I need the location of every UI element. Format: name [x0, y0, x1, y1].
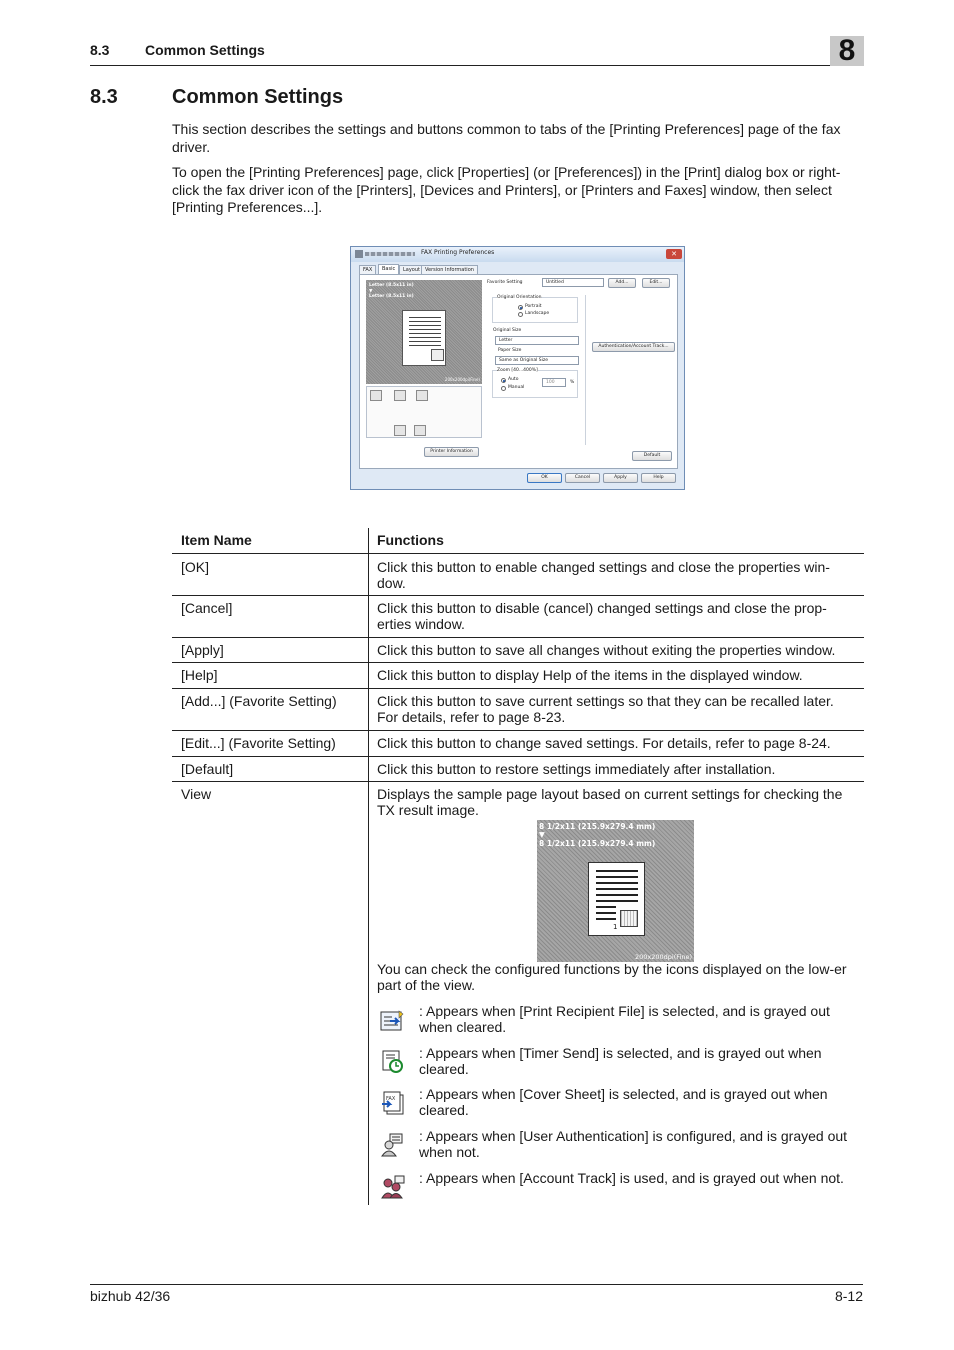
- zoom-percent: %: [570, 380, 575, 385]
- preview-stamp: [431, 349, 444, 361]
- view-sample-image: 8 1/2x11 (215.9x279.4 mm) ▼ 8 1/2x11 (215.9x279.4 mm) 1 200x200dpi(Fine): [539, 822, 692, 961]
- portrait-label: Portrait: [525, 304, 542, 309]
- zoom-auto-label: Auto: [508, 377, 519, 382]
- chapter-badge: [830, 36, 864, 66]
- header-functions: Functions: [377, 532, 444, 548]
- zoom-value-input[interactable]: 100: [542, 378, 566, 387]
- view-original-size: Letter (8.5x11 in): [369, 283, 414, 288]
- favorite-setting-label: Favorite Setting: [487, 280, 523, 285]
- intro-paragraph: This section describes the settings and buttons common to tabs of the [Printing Preferences] page of the fax driver.: [172, 121, 841, 155]
- view-sample-page-number: 1: [613, 923, 618, 931]
- column-separator: [585, 295, 586, 445]
- dialog-body: [359, 274, 678, 469]
- view-note: You can check the configured functions by the icons displayed on the low-er part of the view.: [377, 961, 847, 993]
- close-icon[interactable]: ✕: [666, 249, 682, 259]
- cancel-button[interactable]: Cancel: [565, 473, 600, 483]
- edit-button[interactable]: Edit...: [642, 278, 670, 288]
- table-row: [Cancel] Click this button to disable (cancel) changed settings and close the prop-erties window.: [172, 595, 864, 637]
- redacted-printer-name: [365, 252, 415, 256]
- account-track-icon: [414, 425, 426, 436]
- landscape-label: Landscape: [525, 311, 550, 316]
- table-row: [OK] Click this button to enable changed settings and close the properties win-dow.: [172, 553, 864, 595]
- original-size-select[interactable]: Letter: [495, 336, 579, 345]
- ok-button[interactable]: OK: [527, 473, 562, 483]
- footer-page-number: 8-12: [834, 1288, 863, 1304]
- icon-desc-user-authentication: : Appears when [User Authentication] is configured, and is grayed out when not.: [419, 1128, 848, 1160]
- printer-icon: [355, 250, 363, 258]
- zoom-auto-radio[interactable]: [501, 378, 506, 383]
- svg-text:FAX: FAX: [386, 1096, 396, 1102]
- icon-desc-timer-send: : Appears when [Timer Send] is selected, and is grayed out when cleared.: [419, 1045, 822, 1077]
- table-row: [Edit...] (Favorite Setting) Click this button to change saved settings. For details, refer to page 8-24.: [172, 730, 864, 756]
- tab-fax[interactable]: FAX: [359, 265, 376, 274]
- print-recipient-file-icon: [370, 390, 382, 401]
- zoom-manual-radio[interactable]: [501, 386, 506, 391]
- view-resolution: 200x200dpi(Fine): [444, 377, 480, 382]
- view-sample-resolution: 200x200dpi(Fine): [635, 953, 692, 961]
- view-sample-stamp: [620, 910, 638, 927]
- chapter-number: 8: [838, 34, 856, 67]
- header-item-name: Item Name: [181, 532, 252, 548]
- timer-send-icon: [394, 390, 406, 401]
- icon-desc-account-track: : Appears when [Account Track] is used, and is grayed out when not.: [419, 1170, 844, 1186]
- original-orientation-label: Original Orientation: [497, 295, 542, 300]
- table-row: View Displays the sample page layout based on current settings for checking the TX result image.: [172, 781, 864, 1205]
- running-header: [90, 42, 863, 66]
- icon-desc-print-recipient-file: : Appears when [Print Recipient File] is selected, and is grayed out when cleared.: [419, 1003, 830, 1035]
- tab-version-information[interactable]: Version Information: [421, 265, 478, 274]
- table-row: [Default] Click this button to restore settings immediately after installation.: [172, 756, 864, 782]
- table-row: [Help] Click this button to display Help of the items in the displayed window.: [172, 662, 864, 688]
- original-orientation-group: [492, 297, 578, 323]
- dialog-titlebar: [351, 247, 684, 262]
- tab-basic[interactable]: Basic: [378, 264, 399, 274]
- view-preview: Letter (8.5x11 in) ▼ Letter (8.5x11 in) 200x200dpi(Fine): [366, 280, 482, 384]
- help-button[interactable]: Help: [641, 473, 676, 483]
- paper-size-select[interactable]: Same as Original Size: [495, 356, 579, 365]
- landscape-radio[interactable]: [518, 312, 523, 317]
- view-sample-page: [588, 862, 645, 936]
- printer-information-button[interactable]: Printer Information: [424, 447, 479, 457]
- section-title: Common Settings: [172, 86, 344, 108]
- cover-sheet-icon: [380, 1091, 406, 1115]
- default-button[interactable]: Default: [632, 451, 672, 461]
- authentication-account-track-button[interactable]: Authentication/Account Track...: [592, 342, 675, 352]
- user-authentication-icon: [394, 425, 406, 436]
- paper-size-label: Paper Size: [498, 348, 522, 353]
- favorite-setting-select[interactable]: Untitled: [542, 278, 604, 287]
- header-section-title: Common Settings: [145, 42, 265, 58]
- table-row: [Add...] (Favorite Setting) Click this button to save current settings so that they can be recalled later. For details, refer to page 8-23.: [172, 688, 864, 730]
- printing-preferences-screenshot: [350, 246, 685, 490]
- section-number: 8.3: [90, 86, 118, 108]
- zoom-manual-label: Manual: [508, 385, 525, 390]
- tab-layout[interactable]: Layout: [399, 265, 424, 274]
- instruction-paragraph: To open the [Printing Preferences] page, click [Properties] (or [Preferences]) in the [Print] dialog box or right-click the fax driver icon of the [Printers], [Devices and Printers], or [Printers and Faxes] window, then select [Printing Preferences...].: [172, 164, 841, 216]
- portrait-radio[interactable]: [518, 305, 523, 310]
- header-section-number: 8.3: [90, 42, 110, 58]
- account-track-icon: [380, 1175, 406, 1199]
- add-button[interactable]: Add...: [608, 278, 636, 288]
- view-paper-size: Letter (8.5x11 in): [369, 294, 414, 299]
- original-size-label: Original Size: [493, 328, 522, 333]
- view-sample-original-size: 8 1/2x11 (215.9x279.4 mm): [539, 822, 656, 831]
- print-recipient-file-icon: [380, 1009, 406, 1033]
- table-header: [172, 528, 864, 554]
- zoom-label: Zoom [40...400%]: [497, 368, 538, 373]
- cover-sheet-icon: [416, 390, 428, 401]
- icon-desc-cover-sheet: : Appears when [Cover Sheet] is selected, and is grayed out when cleared.: [419, 1086, 828, 1118]
- footer-product: bizhub 42/36: [90, 1288, 171, 1304]
- user-authentication-icon: [380, 1133, 406, 1157]
- footer-rule: [90, 1284, 863, 1285]
- preview-page: [402, 310, 446, 366]
- apply-button[interactable]: Apply: [603, 473, 638, 483]
- table-row: [Apply] Click this button to save all changes without exiting the properties window.: [172, 637, 864, 663]
- timer-send-icon: [380, 1050, 406, 1074]
- dialog-title: FAX Printing Preferences: [421, 249, 495, 256]
- function-icon-panel: [366, 386, 482, 438]
- view-sample-paper-size: 8 1/2x11 (215.9x279.4 mm): [539, 839, 656, 848]
